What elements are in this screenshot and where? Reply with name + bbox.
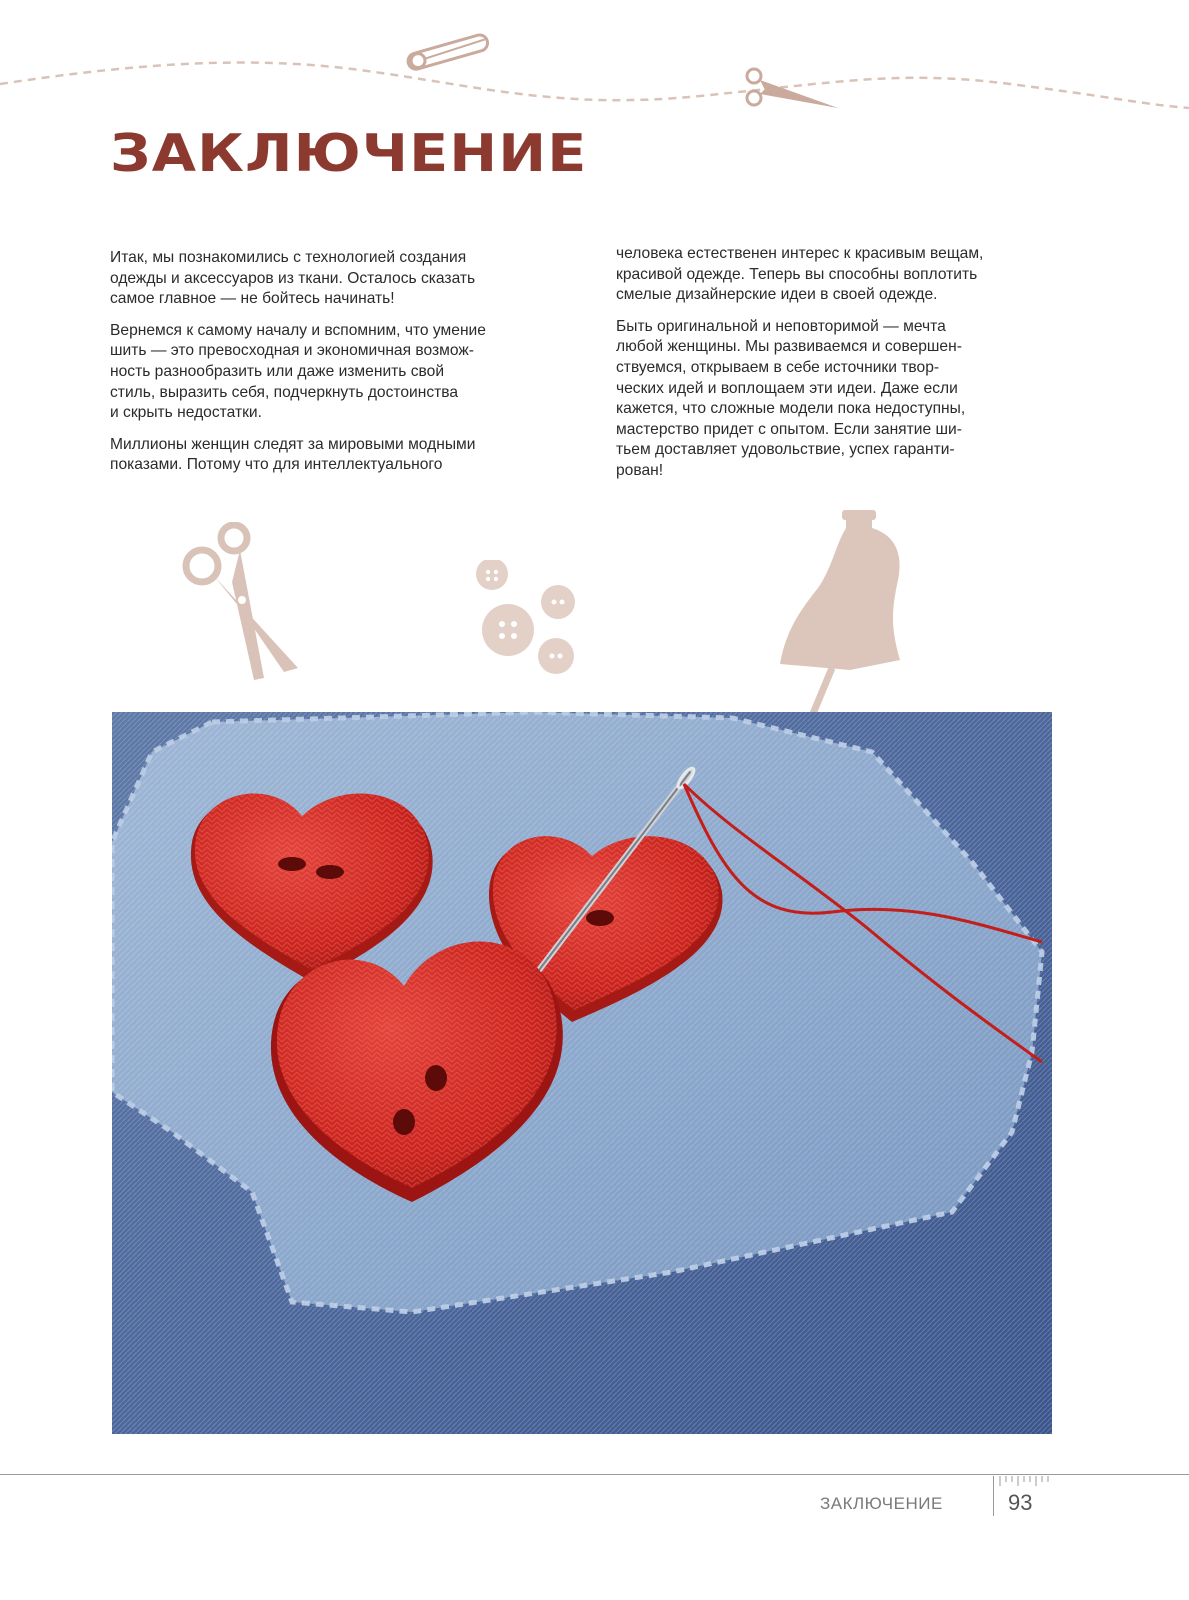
text-column-right (616, 244, 1056, 493)
footer-section-label: ЗАКЛЮЧЕНИЕ (820, 1494, 943, 1513)
page-title: ЗАКЛЮЧЕНИЕ (110, 124, 588, 184)
text-column-left (110, 248, 550, 487)
header-decoration (0, 0, 1189, 130)
paragraph: Быть оригинальной и неповторимой — мечта любой женщины. Мы развиваемся и совершен- ствуемся, открываем в себе источники твор- ческих идей и воплощаем эти идеи. Даже если кажется, что сложные модели пока недоступны, мастерство придет с опытом. Если занятие ши- тьем доставляет удовольствие, успех гаранти- рован! (616, 317, 966, 479)
footer-divider (993, 1476, 994, 1516)
paragraph: человека естественен интерес к красивым вещам, красивой одежде. Теперь вы способны воплотить смелые дизайнерские идеи в своей одежде. (616, 245, 984, 304)
safety-pin-icon (406, 33, 489, 71)
page-number: 93 (1008, 1490, 1033, 1515)
paragraph: Итак, мы познакомились с технологией создания одежды и аксессуаров из ткани. Осталось сказать самое главное — не бойтесь начинать! (110, 249, 476, 308)
paragraph: Миллионы женщин следят за мировыми модными показами. Потому что для интеллектуального (110, 435, 476, 474)
paragraph: Вернемся к самому началу и вспомним, что умение шить — это превосходная и экономичная возмож- ность разнообразить или даже изменить свой стиль, выразить себя, подчеркнуть достоинства и скрыть недостатки. (110, 321, 486, 422)
footer-rule (0, 1474, 1189, 1475)
mannequin-icon (780, 510, 930, 716)
buttons-icon (470, 560, 590, 682)
denim-buttons-photo (112, 712, 1052, 1434)
ruler-ticks-decoration (996, 1476, 1052, 1490)
scissors-icon (180, 522, 310, 682)
small-scissors-icon (747, 69, 838, 108)
